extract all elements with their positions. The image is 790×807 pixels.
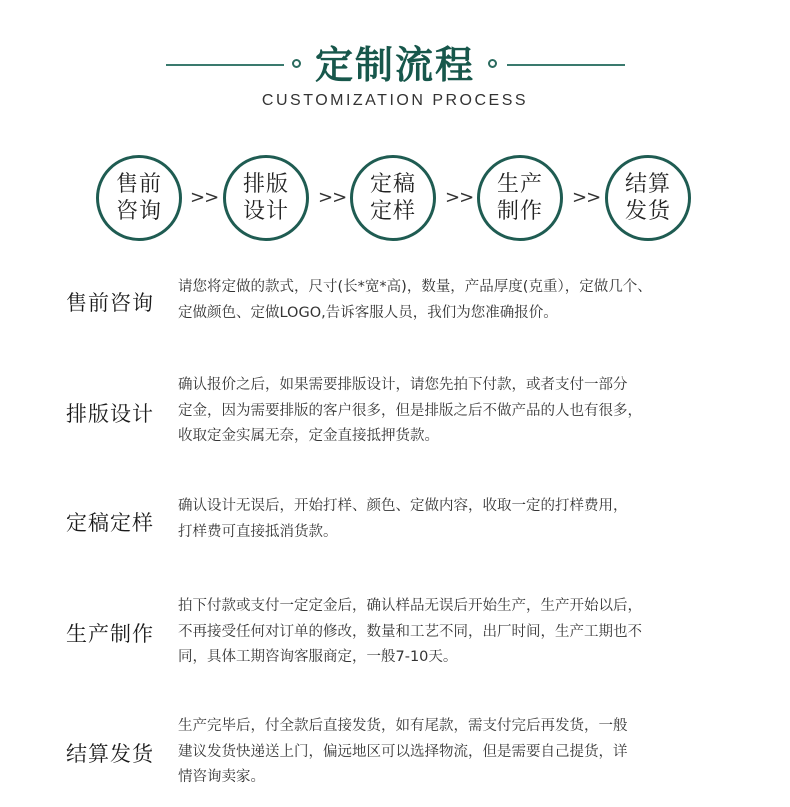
step-label-line1: 售前	[115, 172, 162, 197]
step-label-line2: 定样	[369, 199, 416, 224]
section-line: 请您将定做的款式，尺寸(长*宽*高)，数量，产品厚度(克重），定做几个、	[178, 279, 652, 295]
section-body	[178, 373, 758, 450]
step-circle-layout	[223, 155, 309, 241]
header-line-right	[507, 64, 625, 66]
step-arrow: >>	[318, 187, 347, 208]
process-steps	[0, 155, 790, 247]
section-line: 打样费可直接抵消货款。	[178, 523, 338, 540]
step-label-line1: 结算	[624, 172, 671, 197]
section-body	[178, 494, 758, 545]
step-circle-production	[477, 155, 563, 241]
section-line: 同，具体工期咨询客服商定，一般7-10天。	[178, 649, 458, 665]
step-label-line1: 排版	[242, 172, 289, 197]
header-dot-right	[488, 59, 497, 68]
section-body	[178, 275, 758, 326]
step-arrow: >>	[190, 187, 219, 208]
section-title: 售前咨询	[66, 291, 154, 315]
section-line: 定金，因为需要排版的客户很多，但是排版之后不做产品的人也有很多，	[178, 402, 642, 419]
section-body	[178, 714, 758, 791]
step-label-line2: 咨询	[115, 199, 162, 224]
page-title: 定制流程	[314, 43, 475, 87]
section-title: 定稿定样	[66, 511, 154, 535]
step-label-line1: 生产	[496, 172, 543, 197]
section-line: 定做颜色、定做LOGO,告诉客服人员，我们为您准确报价。	[178, 304, 558, 321]
section-line: 情咨询卖家。	[178, 769, 265, 785]
step-label-line2: 发货	[624, 199, 671, 224]
step-circle-sample	[350, 155, 436, 241]
page-header	[0, 38, 790, 118]
section-line: 不再接受任何对订单的修改，数量和工艺不同，出厂时间，生产工期也不	[178, 623, 642, 640]
section-line: 生产完毕后，付全款后直接发货，如有尾款，需支付完后再发货，一般	[178, 718, 628, 734]
section-body	[178, 594, 758, 671]
section-line: 建议发货快递送上门，偏远地区可以选择物流，但是需要自己提货，详	[178, 743, 628, 760]
step-label-line1: 定稿	[369, 172, 416, 197]
step-label-line2: 制作	[496, 199, 543, 224]
step-arrow: >>	[572, 187, 601, 208]
section-line: 收取定金实属无奈，定金直接抵押货款。	[178, 428, 439, 444]
step-circle-delivery	[605, 155, 691, 241]
page-subtitle: CUSTOMIZATION PROCESS	[261, 92, 529, 109]
section-title: 生产制作	[66, 622, 154, 646]
step-arrow: >>	[445, 187, 474, 208]
step-circle-consult	[96, 155, 182, 241]
section-title: 结算发货	[66, 742, 154, 766]
section-title: 排版设计	[66, 402, 154, 426]
section-line: 确认报价之后，如果需要排版设计，请您先拍下付款，或者支付一部分	[178, 377, 628, 393]
section-line: 拍下付款或支付一定定金后，确认样品无误后开始生产，生产开始以后，	[178, 598, 642, 614]
step-label-line2: 设计	[242, 199, 289, 224]
section-line: 确认设计无误后，开始打样、颜色、定做内容，收取一定的打样费用，	[178, 498, 628, 514]
